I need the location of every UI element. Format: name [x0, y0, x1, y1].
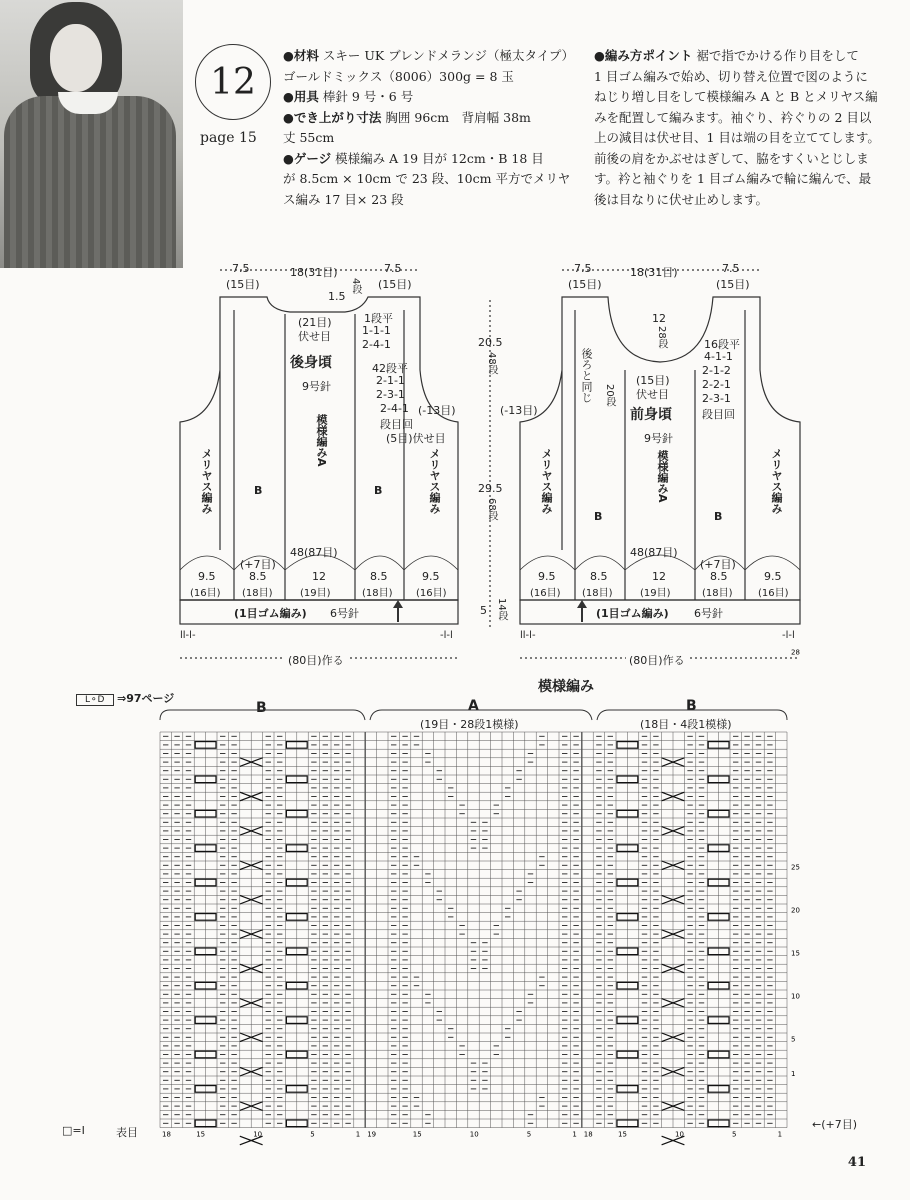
front-rib-needle: 6号針 [694, 607, 723, 620]
photo-vest [4, 96, 176, 268]
back-col-2: 12 [312, 570, 326, 583]
mid-v1-rows: 48段 [486, 352, 497, 375]
front-same-rows: 20段 [604, 384, 615, 407]
chart-row-number: 10 [791, 992, 800, 1001]
chart-col-number: 10 [253, 1130, 263, 1139]
photo-face [50, 24, 102, 92]
chart-col-number: 5 [526, 1130, 532, 1139]
points-line: ねじり増し目をして模様編み A と B とメリヤス編 [594, 89, 878, 104]
model-photo [0, 0, 183, 268]
back-arm4: 2-4-1 [380, 402, 409, 415]
front-colst-4: (16目) [758, 588, 789, 599]
back-arm-bind: (5目)伏せ目 [386, 432, 446, 445]
points-line: 後は目なりに伏せ止めします。 [594, 191, 769, 207]
back-rib-needle: 6号針 [330, 607, 359, 620]
back-arm1: 42段平 [372, 362, 408, 375]
mid-v2: 29.5 [478, 482, 503, 495]
chart-row-number: 28 [791, 648, 800, 657]
materials-text2: ゴールドミックス（8006）300g = 8 玉 [283, 68, 514, 84]
back-dec2: 1-1-1 [362, 324, 391, 337]
back-edge-left: ll-l- [180, 630, 196, 641]
mid-v3-rows: 14段 [496, 598, 507, 621]
back-width: 48(87目) [290, 546, 338, 559]
chart-col-number: 18 [583, 1130, 593, 1139]
front-colst-1: (18目) [582, 588, 613, 599]
points-line: みを配置して編みます。袖ぐり、衿ぐりの 2 目以 [594, 109, 872, 125]
symbol-icon: ꓡ⚬D [76, 694, 114, 706]
back-col-4: 9.5 [422, 570, 440, 583]
gauge-text: 模様編み A 19 目が 12cm・B 18 目 [335, 150, 544, 166]
chart-a-repeat: (19目・28段1模様) [420, 718, 519, 731]
front-top-right-st: (15目) [716, 278, 750, 291]
points-label: ●編み方ポイント [594, 48, 693, 63]
back-dec1: 1段平 [364, 312, 393, 325]
front-same-as-back: 後ろと同じ [580, 348, 593, 403]
front-title: 前身頃 [630, 407, 672, 423]
back-needle: 9号針 [302, 380, 331, 393]
size-label: ●でき上がり寸法 [283, 109, 382, 125]
legend-text: 表目 [116, 1126, 138, 1139]
back-top-right: 7.5 [384, 262, 402, 275]
front-top-mid: 18(31目) [630, 266, 678, 279]
points-line: 裾で指でかける作り目をして [696, 48, 859, 63]
front-dec6: 段目回 [702, 408, 735, 421]
front-colst-3: (18目) [702, 588, 733, 599]
front-top-left: 7.5 [574, 262, 592, 275]
back-top-mid: 18(31目) [290, 266, 338, 279]
points-line: 上の減目は伏せ目、1 目は端の目を立ててします。 [594, 130, 880, 145]
back-neck-depth: 1.5 [328, 290, 346, 303]
front-b-right: B [714, 510, 723, 523]
chart-col-number: 15 [412, 1130, 422, 1139]
front-dec1: 16段平 [704, 338, 740, 351]
gauge-text2: が 8.5cm × 10cm で 23 段、10cm 平方でメリヤ [283, 171, 571, 186]
points-block [594, 46, 894, 210]
chart-col-number: 15 [196, 1130, 206, 1139]
front-col-0: 9.5 [538, 570, 556, 583]
chart-col-number: 5 [310, 1130, 315, 1139]
back-bottom: (80目)作る [285, 652, 347, 668]
back-dec3: 2-4-1 [362, 338, 391, 351]
back-colst-0: (16目) [190, 588, 221, 599]
points-line: 前後の肩をかぶせはぎして、脇をすくいとじしま [594, 150, 869, 166]
chart-col-number: 1 [572, 1130, 577, 1139]
chart-row-number: 20 [791, 906, 800, 915]
size-text2: 丈 55cm [283, 130, 335, 145]
back-inc: (+7目) [240, 558, 276, 571]
front-bottom: (80目)作る [626, 652, 688, 668]
front-b-left: B [594, 510, 603, 523]
gauge-label: ●ゲージ [283, 150, 332, 166]
mid-dec-front: (-13目) [500, 404, 538, 417]
back-top-left: 7.5 [232, 262, 250, 275]
tools-label: ●用具 [283, 89, 319, 104]
chart-col-number: 1 [355, 1130, 361, 1139]
mid-v2-rows: 68段 [486, 498, 497, 521]
chart-col-number: 1 [777, 1130, 783, 1139]
front-needle: 9号針 [644, 432, 673, 445]
back-col-0: 9.5 [198, 570, 216, 583]
front-dec4: 2-2-1 [702, 378, 731, 391]
points-line: 1 目ゴム編みで始め、切り替え位置で図のように [594, 68, 868, 84]
materials-label: ●材料 [283, 48, 319, 63]
back-side-left: メリヤス編み [200, 448, 213, 514]
materials-text: スキー UK ブレンドメランジ（極太タイプ） [322, 48, 574, 63]
back-colst-2: (19目) [300, 588, 331, 599]
chart-col-number: 10 [469, 1130, 479, 1139]
chart-col-number: 15 [618, 1130, 627, 1139]
page-ref: page 15 [200, 130, 257, 146]
front-neck-bind2: 伏せ目 [636, 388, 669, 401]
front-neck-bind: (15目) [636, 374, 670, 387]
front-width: 48(87目) [630, 546, 678, 559]
front-colst-0: (16目) [530, 588, 561, 599]
front-edge-left: ll-l- [520, 630, 536, 641]
front-dec3: 2-1-2 [702, 364, 731, 377]
front-col-4: 9.5 [764, 570, 782, 583]
chart-b2-label: B [686, 698, 697, 714]
back-colst-1: (18目) [242, 588, 273, 599]
front-edge-right: -l-l [782, 630, 795, 641]
page-number: 41 [847, 1155, 866, 1170]
back-a-label: 模様編みA [315, 414, 328, 467]
front-rib-label: (1目ゴム編み) [596, 607, 669, 620]
chart-b-repeat: (18目・4段1模様) [640, 718, 732, 731]
back-arm2: 2-1-1 [376, 374, 405, 387]
legend-box: □=Ⅰ [62, 1124, 85, 1137]
chart-b-label: B [256, 700, 267, 716]
back-neck-bind: (21目) [298, 316, 332, 329]
back-rib-label: (1目ゴム編み) [234, 607, 307, 620]
info-block [283, 46, 583, 210]
size-text: 胸囲 96cm 背肩幅 38m [385, 109, 531, 125]
pattern-number-text: 12 [210, 61, 256, 103]
front-dec5: 2-3-1 [702, 392, 731, 405]
symbol-ref-text: ⇒97ページ [117, 692, 175, 705]
back-b-right: B [374, 484, 383, 497]
back-neck-bind2: 伏せ目 [298, 330, 331, 343]
back-arm3: 2-3-1 [376, 388, 405, 401]
front-col-2: 12 [652, 570, 666, 583]
tools-text: 棒針 9 号・6 号 [322, 89, 414, 104]
back-colst-3: (18目) [362, 588, 393, 599]
front-side-left: メリヤス編み [540, 448, 553, 514]
front-dec2: 4-1-1 [704, 350, 733, 363]
front-colst-2: (19目) [640, 588, 671, 599]
points-line: す。衿と袖ぐりを 1 目ゴム編みで輪に編んで、最 [594, 171, 872, 186]
mid-v3: 5 [480, 604, 487, 617]
chart-row-number: 1 [791, 1070, 796, 1078]
back-col-1: 8.5 [249, 570, 267, 583]
chart-a-label: A [468, 698, 479, 714]
front-col-3: 8.5 [710, 570, 728, 583]
mid-dec-back: (-13目) [418, 404, 456, 417]
back-col-3: 8.5 [370, 570, 388, 583]
chart-row-number: 5 [791, 1035, 796, 1044]
chart-col-number: 5 [732, 1130, 737, 1139]
front-a-label: 模様編みA [656, 450, 669, 503]
back-top-right-st: (15目) [378, 278, 412, 291]
chart-row-number: 25 [791, 863, 800, 872]
front-top-left-st: (15目) [568, 278, 602, 291]
back-neck-rows: 4段 [350, 278, 361, 295]
chart-grid-lines [160, 732, 787, 1128]
front-top-right: 7.5 [722, 262, 740, 275]
chart-title: 模様編み [538, 679, 594, 695]
back-colst-4: (16目) [416, 588, 447, 599]
chart-row-number: 15 [791, 949, 800, 958]
front-side-right: メリヤス編み [770, 448, 783, 514]
chart-col-number: 18 [162, 1130, 171, 1139]
gauge-text3: ス編み 17 目× 23 段 [283, 191, 404, 207]
pattern-number [195, 44, 271, 120]
front-neck-rows: 28段 [656, 326, 667, 349]
chart-col-number: 10 [675, 1130, 684, 1139]
back-side-right: メリヤス編み [428, 448, 441, 514]
back-edge-right: -l-l [440, 630, 453, 641]
mid-v1: 20.5 [478, 336, 503, 349]
front-inc: (+7目) [700, 558, 736, 571]
front-col-1: 8.5 [590, 570, 608, 583]
back-arm5: 段目回 [380, 418, 413, 431]
chart-inc-note: ←(+7目) [812, 1118, 858, 1131]
back-top-left-st: (15目) [226, 278, 260, 291]
back-rib [180, 600, 458, 624]
chart-col-number: 19 [367, 1130, 377, 1139]
chart-cable-marks [195, 742, 729, 1145]
front-neck: 12 [652, 312, 666, 325]
back-b-left: B [254, 484, 263, 497]
back-title: 後身頃 [290, 355, 332, 371]
chart-section-bracket [160, 710, 787, 720]
